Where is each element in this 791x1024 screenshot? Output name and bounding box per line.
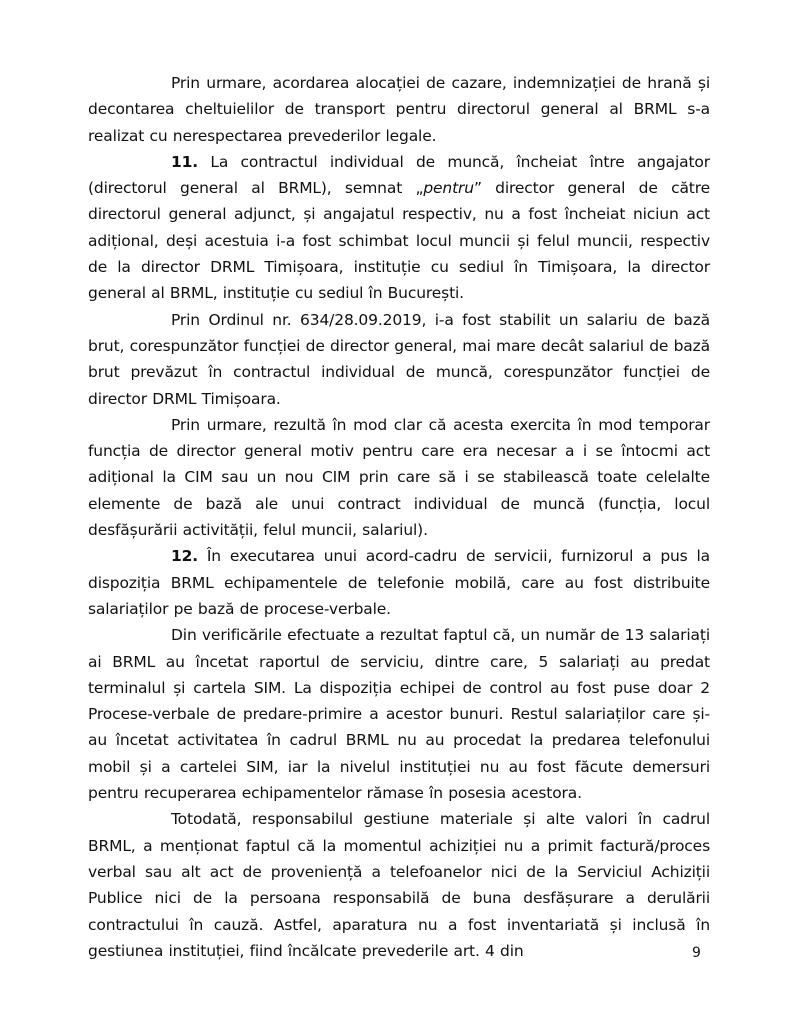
- paragraph-4: [88, 412, 710, 543]
- paragraph-7-text: Totodată, responsabilul gestiune materiale și alte valori în cadrul BRML, a menționat faptul că la momentul achiziției nu a primit factură/proces verbal sau alt act de proveniență a telefoanelor nici de la Serviciul Achiziții Publice nici de la persoana responsabilă de buna desfășurare a derulării contractului în cauză. Astfel, aparatura nu a fost inventariată și inclusă în gestiunea instituției, fiind încălcate prevederile art. 4 din: [88, 810, 710, 960]
- page-number: 9: [692, 945, 701, 961]
- paragraph-5-section-12: [88, 543, 710, 622]
- paragraph-2-italic: pentru: [423, 179, 474, 198]
- paragraph-1: [88, 70, 710, 149]
- paragraph-3-text: Prin Ordinul nr. 634/28.09.2019, i-a fost stabilit un salariu de bază brut, corespunzător funcției de director general, mai mare decât salariul de bază brut prevăzut în contractul individual de muncă, corespunzător funcției de director DRML Timișoara.: [88, 310, 710, 408]
- paragraph-5-text: În executarea unui acord-cadru de servicii, furnizorul a pus la dispoziția BRML echipamentele de telefonie mobilă, care au fost distribuite salariaților pe bază de procese-verbale.: [88, 547, 710, 618]
- section-number-11: 11.: [171, 152, 199, 171]
- document-body: [88, 70, 710, 964]
- paragraph-2-section-11: [88, 149, 710, 307]
- section-number-12: 12.: [171, 547, 199, 566]
- paragraph-4-text: Prin urmare, rezultă în mod clar că acesta exercita în mod temporar funcția de director general motiv pentru care era necesar a i se întocmi act adițional la CIM sau un nou CIM prin care să i se stabilească toate celelalte elemente de bază ale unui contract individual de muncă (funcția, locul desfășurării activității, felul muncii, salariul).: [88, 415, 710, 540]
- paragraph-3: [88, 307, 710, 412]
- paragraph-2-text-before: La contractul individual de muncă, încheiat între angajator (directorul general al BRML), semnat „: [88, 152, 710, 198]
- paragraph-1-text: Prin urmare, acordarea alocației de cazare, indemnizației de hrană și decontarea cheltuielilor de transport pentru directorul general al BRML s-a realizat cu nerespectarea prevederilor legale.: [88, 74, 710, 145]
- paragraph-2-text-after: ” director general de către directorul general adjunct, și angajatul respectiv, nu a fost încheiat niciun act adițional, deși acestuia i-a fost schimbat locul muncii și felul muncii, respectiv de la director DRML Timișoara, instituție cu sediul în Timișoara, la director general al BRML, instituție cu sediul în București.: [88, 179, 711, 303]
- paragraph-6: [88, 622, 710, 806]
- paragraph-6-text: Din verificările efectuate a rezultat faptul că, un număr de 13 salariați ai BRML au încetat raportul de serviciu, dintre care, 5 salariați au predat terminalul și cartela SIM. La dispoziția echipei de control au fost puse doar 2 Procese-verbale de predare-primire a acestor bunuri. Restul salariaților care și-au încetat activitatea în cadrul BRML nu au procedat la predarea telefonului mobil și a cartelei SIM, iar la nivelul instituției nu au fost făcute demersuri pentru recuperarea echipamentelor rămase în posesia acestora.: [88, 626, 710, 803]
- paragraph-7: [88, 806, 710, 964]
